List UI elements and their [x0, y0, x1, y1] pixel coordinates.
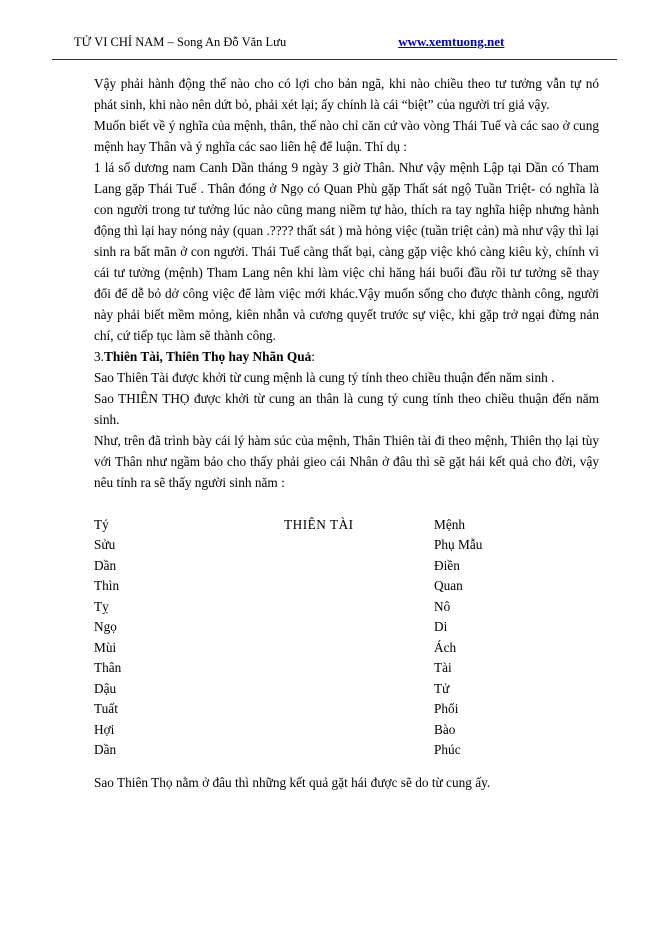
branch-cell: Thân — [94, 660, 122, 676]
paragraph-4: Sao Thiên Tài được khởi từ cung mệnh là cung tý tính theo chiều thuận đến năm sinh . — [94, 370, 555, 385]
table-row — [94, 597, 599, 617]
table-row — [94, 720, 599, 740]
branch-cell: Dần — [94, 557, 117, 573]
header-divider — [52, 59, 617, 60]
table-row — [94, 576, 599, 596]
table-row — [94, 658, 599, 678]
table-row — [94, 535, 599, 555]
branch-cell: Thìn — [94, 578, 120, 594]
body-text — [52, 73, 617, 493]
branch-cell: Tý — [94, 517, 109, 532]
branch-cell: Hợi — [94, 721, 115, 737]
table-row — [94, 617, 599, 637]
table-row — [94, 699, 599, 719]
palace-cell: Phụ Mẫu — [434, 537, 483, 553]
palace-cell: Phúc — [434, 742, 461, 758]
paragraph-6: Như, trên đã trình bày cái lý hàm súc của mệnh, Thân Thiên tài đi theo mệnh, Thiên thọ lại tùy với Thân như ngầm bảo cho thấy phải gieo cái Nhân ở đâu thì sẽ gặt hái kết quả cho đời, vậy nêu tính ra sẽ thấy người sinh năm : — [94, 433, 599, 490]
palace-cell: Tài — [434, 660, 452, 676]
branch-cell: Mùi — [94, 639, 117, 655]
palace-cell: Nô — [434, 598, 451, 614]
header-book-title: TỬ VI CHỈ NAM – Song An Đỗ Văn Lưu — [74, 35, 287, 49]
branch-cell: Ngọ — [94, 619, 117, 635]
paragraph-2: Muốn biết về ý nghĩa của mệnh, thân, thế nào chỉ căn cứ vào vòng Thái Tuế và các sao ở cung mệnh hay Thân và ý nghĩa các sao liên hệ để luận. Thí dụ : — [94, 118, 599, 154]
branch-cell: Sửu — [94, 537, 116, 553]
palace-cell: Ách — [434, 639, 457, 655]
section-number: 3. — [94, 349, 104, 364]
table-row — [94, 740, 599, 760]
table-row — [94, 638, 599, 658]
branch-cell: Dần — [94, 742, 117, 758]
palace-cell: Di — [434, 619, 448, 635]
palace-cell: Phối — [434, 701, 459, 717]
palace-cell: Quan — [434, 578, 463, 594]
paragraph-1: Vậy phải hành động thế nào cho có lợi cho bản ngã, khi nào chiều theo tư tưởng vẫn tự nó phát sinh, khi nào nên dứt bỏ, phải xét lại; ấy chính là cái “biệt” của người trí giả vậy. — [94, 76, 599, 112]
section-heading — [94, 346, 599, 367]
closing-paragraph: Sao Thiên Thọ nằm ở đâu thì những kết quả gặt hái được sẽ do từ cung ấy. — [94, 774, 491, 790]
palace-cell: Điền — [434, 557, 460, 573]
palace-cell: Mệnh — [434, 517, 466, 532]
section-colon: : — [311, 349, 315, 364]
table-row — [94, 556, 599, 576]
palace-cell: Bào — [434, 721, 456, 737]
branch-cell: Tỵ — [94, 598, 109, 614]
section-title: Thiên Tài, Thiên Thọ hay Nhãn Quả — [103, 349, 312, 364]
table-row — [94, 679, 599, 699]
thien-tai-table — [52, 515, 617, 761]
palace-cell: Tử — [434, 680, 450, 696]
branch-cell: Tuất — [94, 701, 118, 717]
header-website-link[interactable]: www.xemtuong.net — [398, 34, 505, 49]
paragraph-5: Sao THIÊN THỌ được khởi từ cung an thân là cung tý cung tính theo chiều thuận đến năm sinh. — [94, 391, 599, 427]
page-header — [52, 34, 617, 50]
table-title: THIÊN TÀI — [284, 517, 354, 532]
branch-cell: Dậu — [94, 680, 117, 696]
table-row — [94, 515, 599, 535]
paragraph-3: 1 lá số dương nam Canh Dần tháng 9 ngày 3 giờ Thân. Như vậy mệnh Lập tại Dần có Tham Lang gặp Thái Tuế . Thân đóng ở Ngọ có Quan Phù gặp Thất sát ngộ Tuần Triệt- có nghĩa là con người trong tư tưởng lúc nào cũng mang niềm tự hào, thích ra tay nghĩa hiệp nhưng hành động thì lại hay nóng nảy (quan .???? thất sát ) mà hỏng việc (tuần triệt cản) mà như vậy thì lại sinh ra bất mãn ở con người. Thái Tuế càng thất bại, càng gặp việc khó càng kiêu kỳ, chính vì cái tư tưởng (mệnh) Tham Lang nên khi làm việc chỉ hăng hái buổi đầu rồi tư tưởng sẽ thay đổi để dễ bỏ dở công việc để làm việc mới khác.Vậy muốn sống cho được thành công, người này phải biết mềm mỏng, kiên nhẫn và cương quyết trước sự việc, khi gặp trở ngại đừng nản chí, cứ tiếp tục làm sẽ thành công. — [94, 160, 599, 343]
